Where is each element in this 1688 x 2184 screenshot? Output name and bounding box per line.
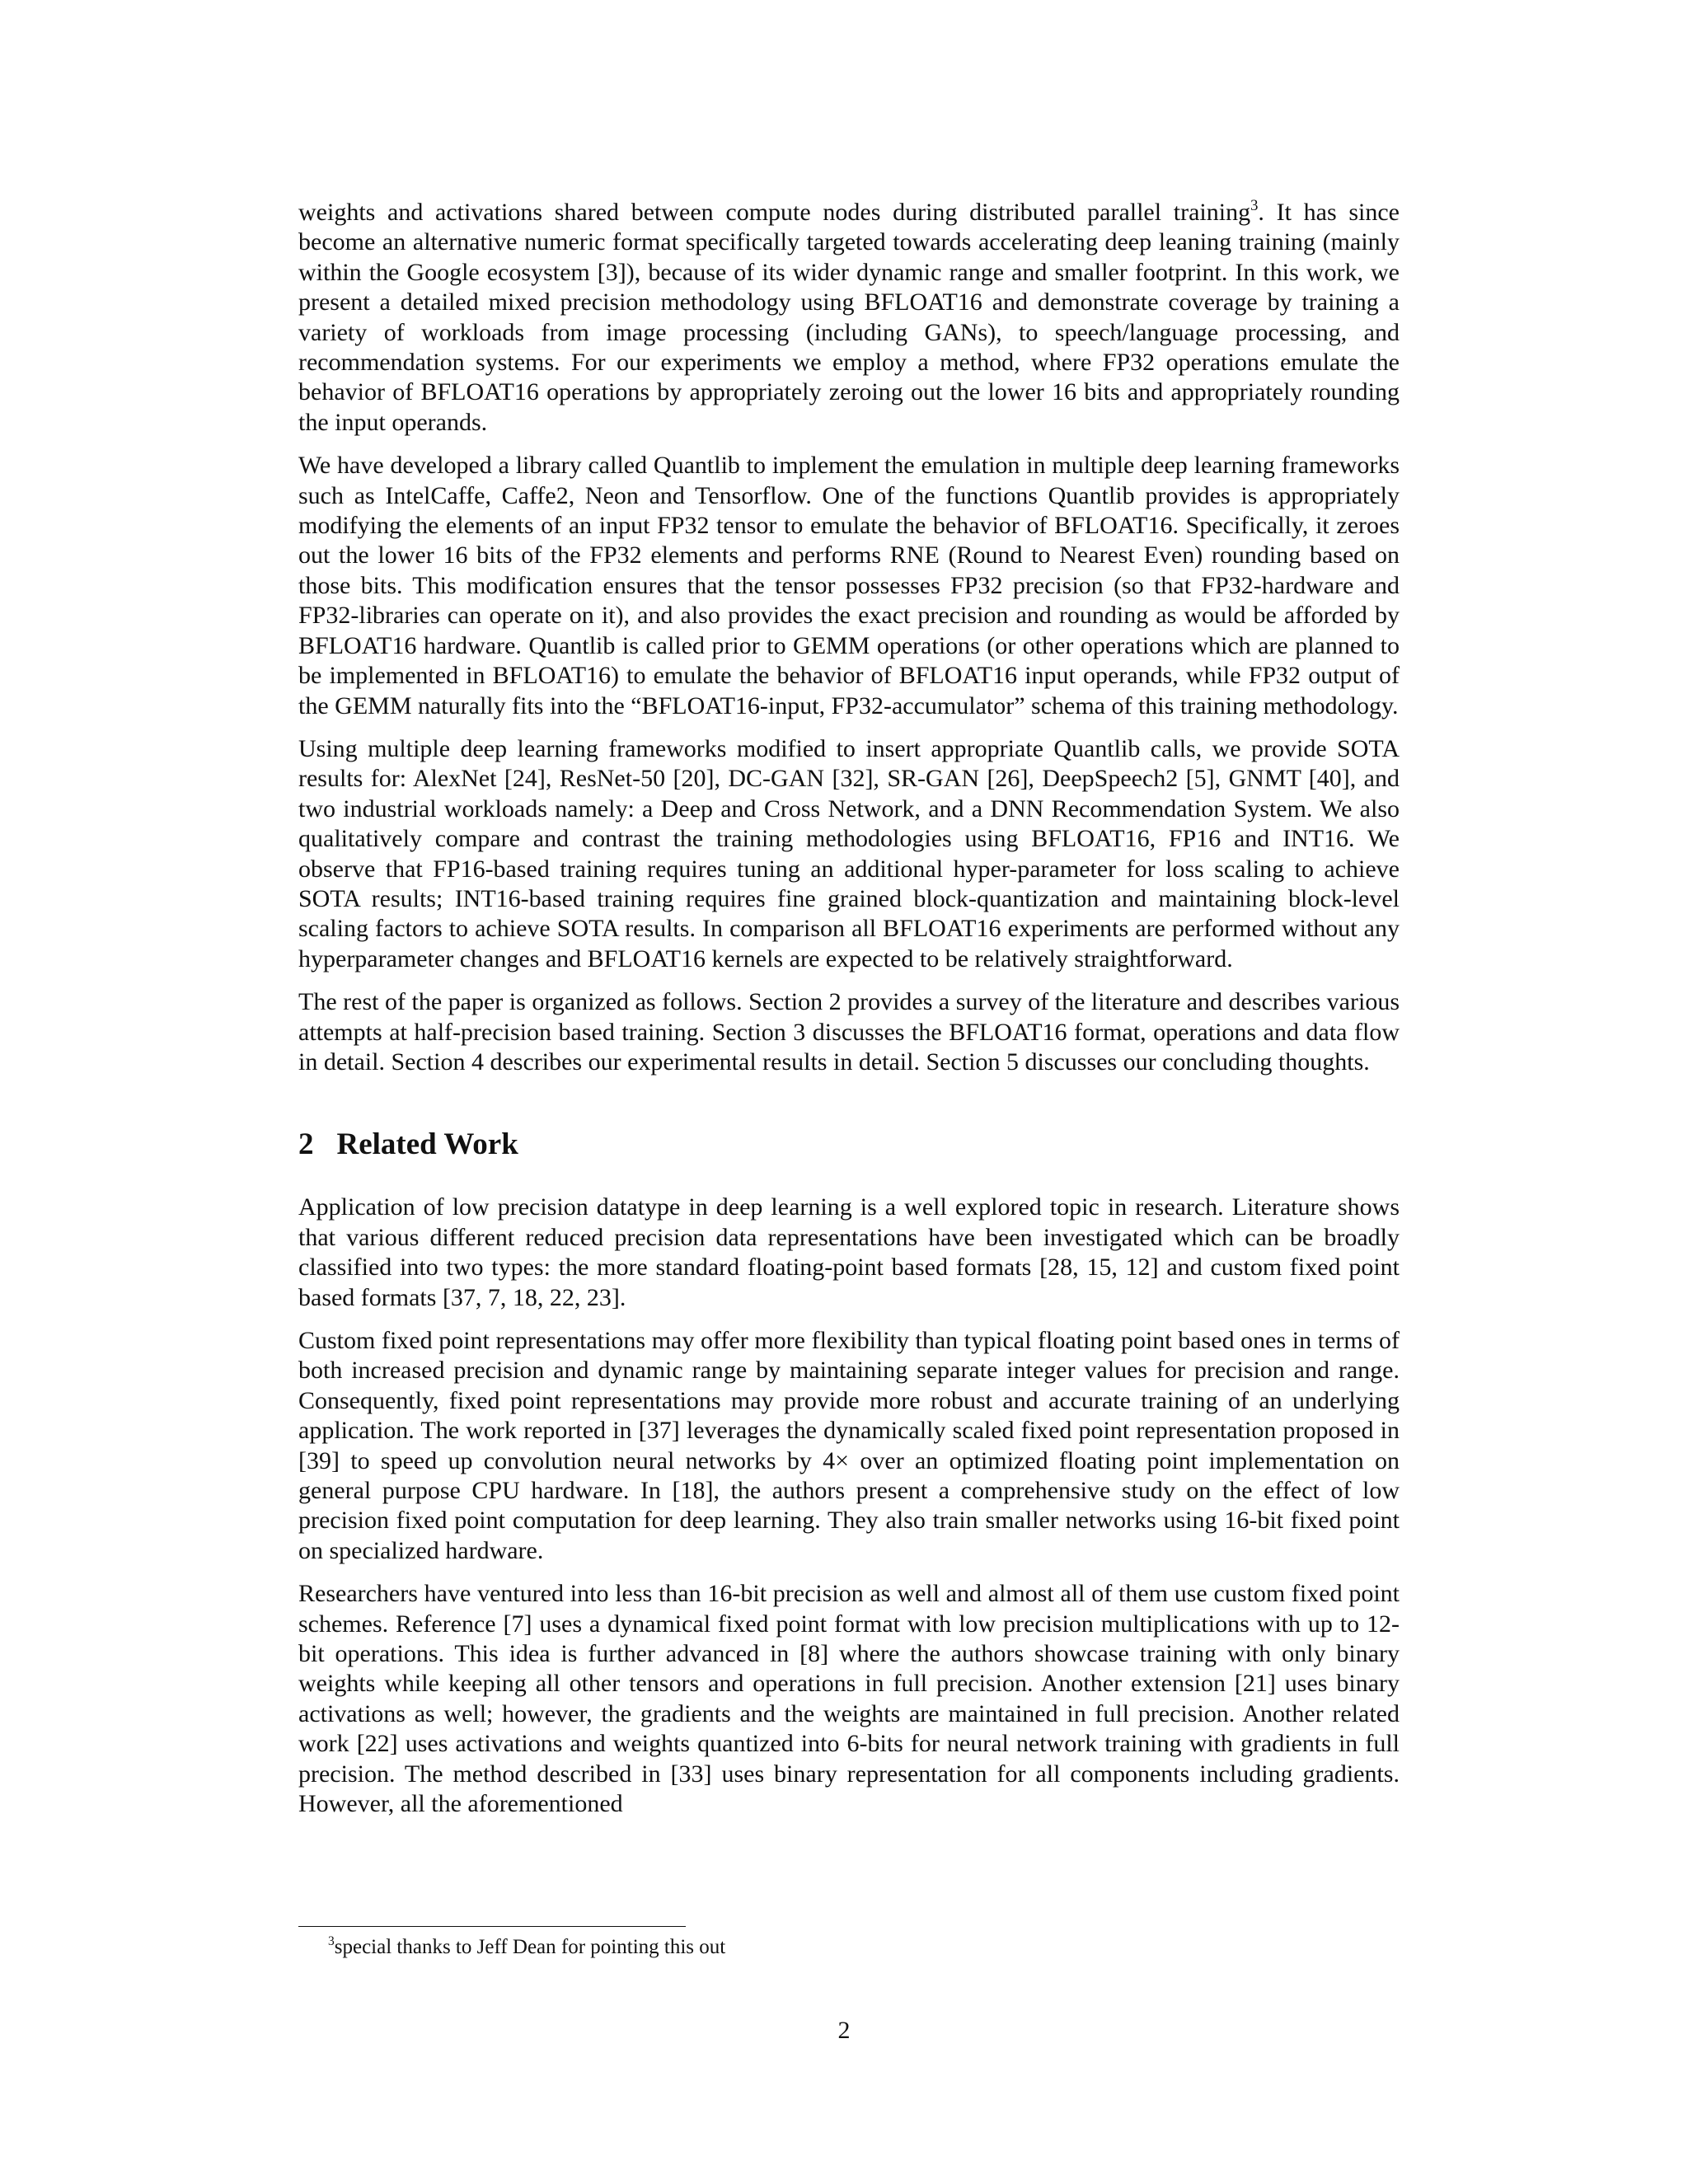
section-title: Related Work: [336, 1127, 518, 1162]
paragraph-text: . It has since become an alternative numeric format specifically targeted towards accelerating deep leaning training (mainly within the Google ecosystem [3]), because of its wider dynamic range and smaller footprint. In this work, we present a detailed mixed precision methodology using BFLOAT16 and demonstrate coverage by training a variety of workloads from image processing (including GANs), to speech/language processing, and recommendation systems. For our experiments we employ a method, where FP32 operations emulate the behavior of BFLOAT16 operations by appropriately zeroing out the lower 16 bits and appropriately rounding the input operands.: [298, 199, 1400, 436]
footnote: [328, 1935, 725, 1960]
paragraph-text: weights and activations shared between compute nodes during distributed parallel training: [298, 199, 1251, 226]
footnote-marker[interactable]: 3: [1250, 196, 1259, 214]
paragraph-sub-16-bit: Researchers have ventured into less than 16-bit precision as well and almost all of them use custom fixed point schemes. Reference [7] uses a dynamical fixed point format with low precision multiplications with up to 12-bit operations. This idea is further advanced in [8] where the authors showcase training with only binary weights while keeping all other tensors and operations in full precision. Another extension [21] uses binary activations as well; however, the gradients and the weights are maintained in full precision. Another related work [22] uses activations and weights quantized into 6-bits for neural network training with gradients in full precision. The method described in [33] uses binary representation for all components including gradients. However, all the aforementioned: [298, 1580, 1400, 1818]
footnote-text: special thanks to Jeff Dean for pointing this out: [334, 1936, 726, 1958]
paper-body: [298, 198, 1400, 1833]
footnote-mark: 3: [328, 1933, 335, 1948]
paragraph-organization: The rest of the paper is organized as follows. Section 2 provides a survey of the literature and describes various attempts at half-precision based training. Section 3 discusses the BFLOAT16 format, operations and data flow in detail. Section 4 describes our experimental results in detail. Section 5 discusses our concluding thoughts.: [298, 988, 1400, 1076]
paragraph-intro-continued: [298, 198, 1400, 438]
paragraph-results: Using multiple deep learning frameworks modified to insert appropriate Quantlib calls, we provide SOTA results for: AlexNet [24], ResNet-50 [20], DC-GAN [32], SR-GAN [26], DeepSpeech2 [5], GNMT [40], and two industrial workloads namely: a Deep and Cross Network, and a DNN Recommendation System. We also qualitatively compare and contrast the training methodologies using BFLOAT16, FP16 and INT16. We observe that FP16-based training requires tuning an additional hyper-parameter for loss scaling to achieve SOTA results; INT16-based training requires fine grained block-quantization and maintaining block-level scaling factors to achieve SOTA results. In comparison all BFLOAT16 experiments are performed without any hyperparameter changes and BFLOAT16 kernels are expected to be relatively straightforward.: [298, 734, 1400, 972]
paragraph-quantlib: We have developed a library called Quantlib to implement the emulation in multiple deep learning frameworks such as IntelCaffe, Caffe2, Neon and Tensorflow. One of the functions Quantlib provides is appropriately modifying the elements of an input FP32 tensor to emulate the behavior of BFLOAT16. Specifically, it zeroes out the lower 16 bits of the FP32 elements and performs RNE (Round to Nearest Even) rounding based on those bits. This modification ensures that the tensor possesses FP32 precision (so that FP32-hardware and FP32-libraries can operate on it), and also provides the exact precision and rounding as would be afforded by BFLOAT16 hardware. Quantlib is called prior to GEMM operations (or other operations which are planned to be implemented in BFLOAT16) to emulate the behavior of BFLOAT16 input operands, while FP32 output of the GEMM naturally fits into the “BFLOAT16-input, FP32-accumulator” schema of this training methodology.: [298, 452, 1400, 719]
paragraph-related-work-intro: Application of low precision datatype in deep learning is a well explored topic in research. Literature shows that various different reduced precision data representations have been investigated which can be broadly classified into two types: the more standard floating-point based formats [28, 15, 12] and custom fixed point based formats [37, 7, 18, 22, 23].: [298, 1193, 1400, 1311]
page-number: 2: [837, 2017, 851, 2044]
paragraph-fixed-point: Custom fixed point representations may offer more flexibility than typical floating point based ones in terms of both increased precision and dynamic range by maintaining separate integer values for precision and range. Consequently, fixed point representations may provide more robust and accurate training of an underlying application. The work reported in [37] leverages the dynamically scaled fixed point representation proposed in [39] to speed up convolution neural networks by 4× over an optimized floating point implementation on general purpose CPU hardware. In [18], the authors present a comprehensive study on the effect of low precision fixed point computation for deep learning. They also train smaller networks using 16-bit fixed point on specialized hardware.: [298, 1327, 1400, 1564]
section-number: 2: [298, 1127, 314, 1162]
footnote-divider: [298, 1926, 686, 1927]
section-heading-related-work: [298, 1127, 1400, 1163]
